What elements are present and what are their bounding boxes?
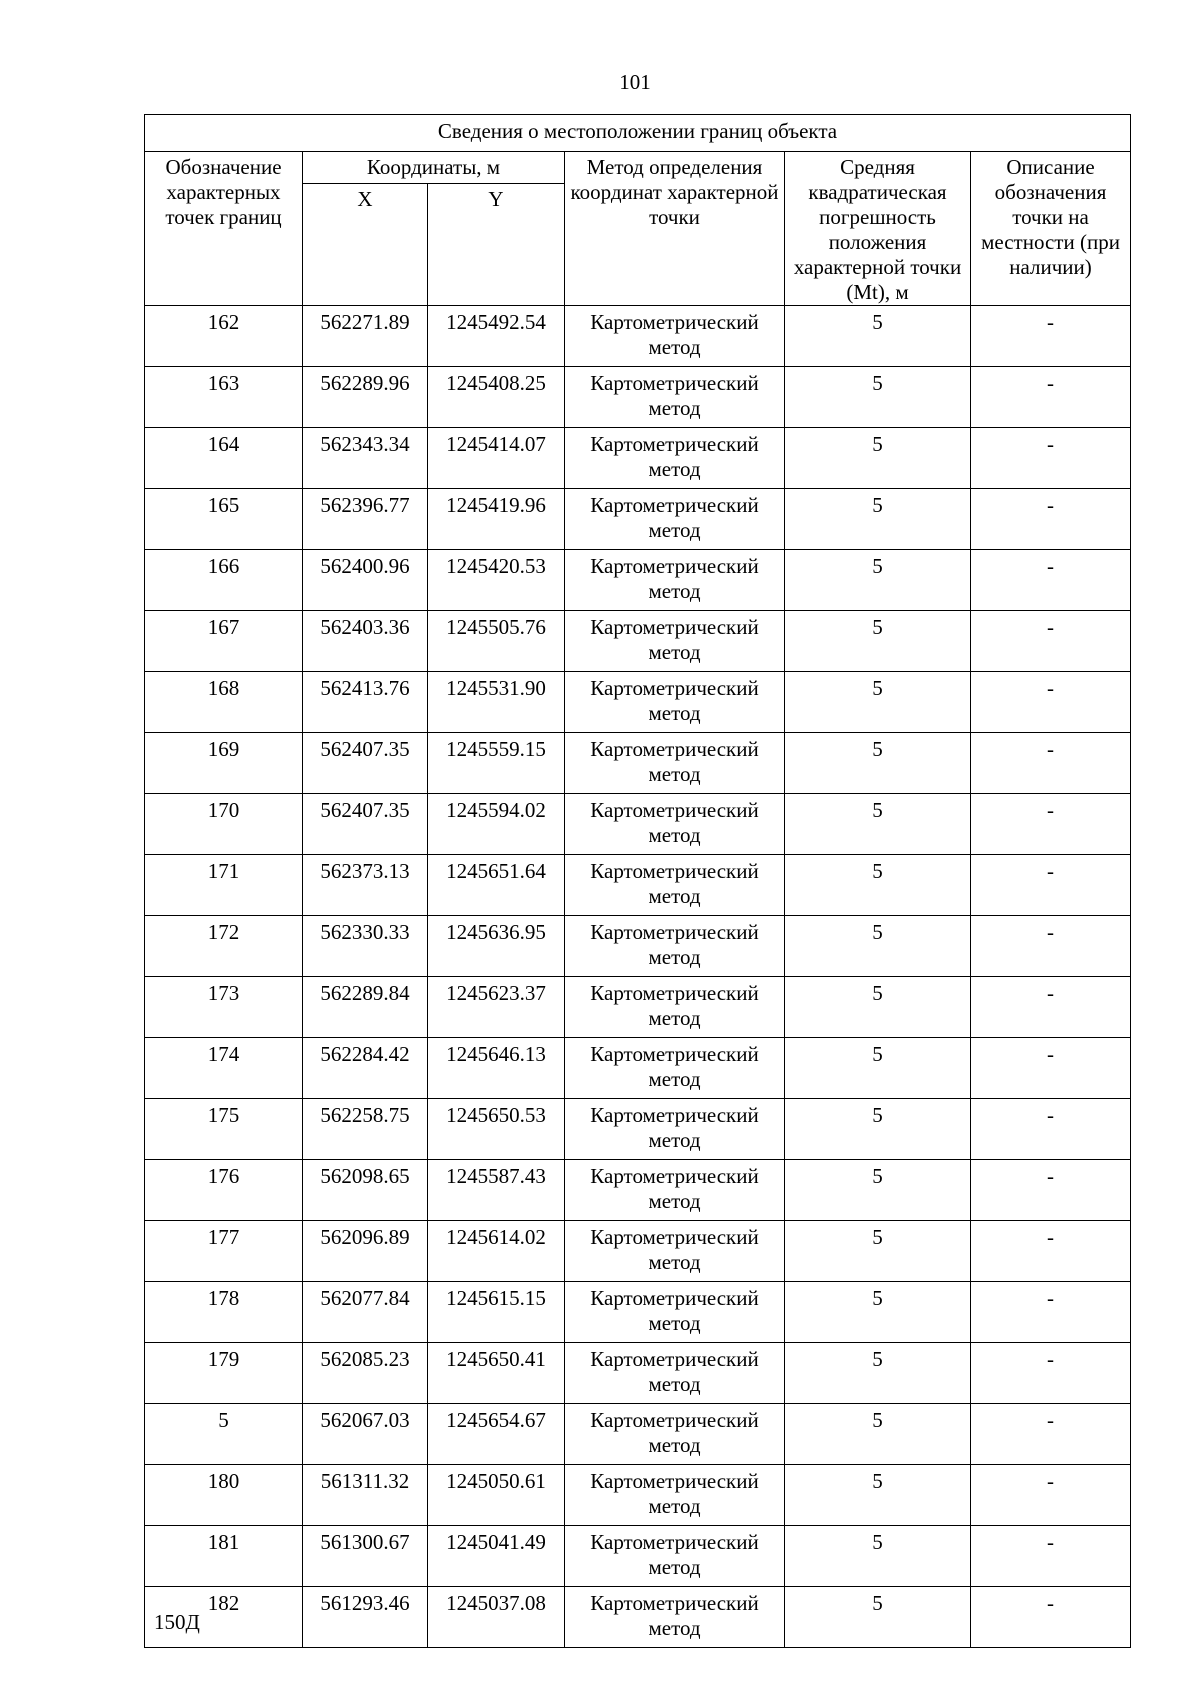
cell-error: 5 xyxy=(785,855,971,916)
header-point: Обозначение характерных точек границ xyxy=(145,152,303,306)
cell-error: 5 xyxy=(785,489,971,550)
cell-y: 1245651.64 xyxy=(428,855,565,916)
cell-point: 165 xyxy=(145,489,303,550)
cell-error: 5 xyxy=(785,794,971,855)
cell-error: 5 xyxy=(785,1038,971,1099)
cell-description: - xyxy=(971,1099,1131,1160)
table-row xyxy=(145,1465,1131,1526)
cell-x: 562403.36 xyxy=(303,611,428,672)
table-row xyxy=(145,855,1131,916)
cell-point: 173 xyxy=(145,977,303,1038)
table-row xyxy=(145,1282,1131,1343)
cell-point: 168 xyxy=(145,672,303,733)
cell-x: 562085.23 xyxy=(303,1343,428,1404)
cell-y: 1245615.15 xyxy=(428,1282,565,1343)
cell-y: 1245646.13 xyxy=(428,1038,565,1099)
cell-error: 5 xyxy=(785,306,971,367)
cell-method: Картометрический метод xyxy=(565,1282,785,1343)
cell-y: 1245050.61 xyxy=(428,1465,565,1526)
table-body xyxy=(145,306,1131,1648)
cell-y: 1245614.02 xyxy=(428,1221,565,1282)
cell-point: 167 xyxy=(145,611,303,672)
cell-method: Картометрический метод xyxy=(565,672,785,733)
cell-description: - xyxy=(971,977,1131,1038)
table-row xyxy=(145,428,1131,489)
cell-description: - xyxy=(971,794,1131,855)
table-row xyxy=(145,550,1131,611)
cell-point: 170 xyxy=(145,794,303,855)
cell-description: - xyxy=(971,916,1131,977)
boundary-coordinates-table xyxy=(144,114,1131,1648)
cell-method: Картометрический метод xyxy=(565,428,785,489)
cell-method: Картометрический метод xyxy=(565,367,785,428)
cell-x: 562258.75 xyxy=(303,1099,428,1160)
cell-y: 1245505.76 xyxy=(428,611,565,672)
cell-description: - xyxy=(971,611,1131,672)
cell-x: 562330.33 xyxy=(303,916,428,977)
cell-method: Картометрический метод xyxy=(565,1038,785,1099)
cell-method: Картометрический метод xyxy=(565,1221,785,1282)
cell-x: 562413.76 xyxy=(303,672,428,733)
cell-point: 175 xyxy=(145,1099,303,1160)
table-row xyxy=(145,1587,1131,1648)
cell-point: 174 xyxy=(145,1038,303,1099)
cell-y: 1245650.41 xyxy=(428,1343,565,1404)
cell-x: 561300.67 xyxy=(303,1526,428,1587)
cell-error: 5 xyxy=(785,428,971,489)
table-row xyxy=(145,733,1131,794)
cell-description: - xyxy=(971,489,1131,550)
cell-x: 562098.65 xyxy=(303,1160,428,1221)
cell-point: 181 xyxy=(145,1526,303,1587)
cell-method: Картометрический метод xyxy=(565,1465,785,1526)
cell-method: Картометрический метод xyxy=(565,489,785,550)
cell-x: 562077.84 xyxy=(303,1282,428,1343)
table-row xyxy=(145,367,1131,428)
cell-y: 1245419.96 xyxy=(428,489,565,550)
table-row xyxy=(145,977,1131,1038)
cell-method: Картометрический метод xyxy=(565,794,785,855)
table-row xyxy=(145,1221,1131,1282)
cell-description: - xyxy=(971,855,1131,916)
cell-error: 5 xyxy=(785,1221,971,1282)
cell-point: 171 xyxy=(145,855,303,916)
footer-code: 150Д xyxy=(154,1610,200,1634)
cell-error: 5 xyxy=(785,1099,971,1160)
table-row xyxy=(145,1404,1131,1465)
cell-point: 163 xyxy=(145,367,303,428)
cell-x: 562373.13 xyxy=(303,855,428,916)
cell-x: 562284.42 xyxy=(303,1038,428,1099)
cell-x: 562396.77 xyxy=(303,489,428,550)
table-row xyxy=(145,794,1131,855)
cell-method: Картометрический метод xyxy=(565,1404,785,1465)
cell-point: 172 xyxy=(145,916,303,977)
cell-y: 1245041.49 xyxy=(428,1526,565,1587)
cell-y: 1245408.25 xyxy=(428,367,565,428)
cell-y: 1245420.53 xyxy=(428,550,565,611)
cell-description: - xyxy=(971,367,1131,428)
cell-method: Картометрический метод xyxy=(565,916,785,977)
cell-x: 562343.34 xyxy=(303,428,428,489)
cell-method: Картометрический метод xyxy=(565,1160,785,1221)
cell-point: 182 xyxy=(145,1587,303,1648)
cell-x: 561311.32 xyxy=(303,1465,428,1526)
cell-description: - xyxy=(971,1343,1131,1404)
cell-y: 1245531.90 xyxy=(428,672,565,733)
table-row xyxy=(145,1160,1131,1221)
cell-error: 5 xyxy=(785,611,971,672)
cell-method: Картометрический метод xyxy=(565,1526,785,1587)
cell-description: - xyxy=(971,1038,1131,1099)
cell-error: 5 xyxy=(785,977,971,1038)
cell-error: 5 xyxy=(785,1465,971,1526)
cell-point: 179 xyxy=(145,1343,303,1404)
cell-error: 5 xyxy=(785,367,971,428)
cell-x: 561293.46 xyxy=(303,1587,428,1648)
cell-y: 1245636.95 xyxy=(428,916,565,977)
table-row xyxy=(145,1343,1131,1404)
cell-y: 1245594.02 xyxy=(428,794,565,855)
cell-point: 176 xyxy=(145,1160,303,1221)
table-row xyxy=(145,1099,1131,1160)
cell-description: - xyxy=(971,672,1131,733)
page-number: 101 xyxy=(619,70,651,94)
cell-point: 178 xyxy=(145,1282,303,1343)
header-x: X xyxy=(303,184,428,306)
table-row xyxy=(145,1038,1131,1099)
cell-point: 164 xyxy=(145,428,303,489)
table-row xyxy=(145,672,1131,733)
cell-point: 177 xyxy=(145,1221,303,1282)
cell-error: 5 xyxy=(785,1282,971,1343)
cell-error: 5 xyxy=(785,1160,971,1221)
cell-description: - xyxy=(971,733,1131,794)
cell-y: 1245623.37 xyxy=(428,977,565,1038)
cell-method: Картометрический метод xyxy=(565,977,785,1038)
cell-x: 562271.89 xyxy=(303,306,428,367)
cell-point: 169 xyxy=(145,733,303,794)
cell-method: Картометрический метод xyxy=(565,1343,785,1404)
cell-description: - xyxy=(971,1526,1131,1587)
header-description: Описание обозначения точки на местности (при наличии) xyxy=(971,152,1131,306)
cell-x: 562289.84 xyxy=(303,977,428,1038)
cell-error: 5 xyxy=(785,550,971,611)
cell-method: Картометрический метод xyxy=(565,611,785,672)
cell-point: 5 xyxy=(145,1404,303,1465)
cell-y: 1245414.07 xyxy=(428,428,565,489)
table-title: Сведения о местоположении границ объекта xyxy=(145,115,1131,152)
cell-method: Картометрический метод xyxy=(565,1099,785,1160)
cell-error: 5 xyxy=(785,733,971,794)
cell-method: Картометрический метод xyxy=(565,1587,785,1648)
header-coords: Координаты, м xyxy=(303,152,565,184)
table-row xyxy=(145,489,1131,550)
cell-y: 1245559.15 xyxy=(428,733,565,794)
cell-x: 562407.35 xyxy=(303,733,428,794)
cell-point: 166 xyxy=(145,550,303,611)
cell-description: - xyxy=(971,1587,1131,1648)
cell-description: - xyxy=(971,428,1131,489)
table-row xyxy=(145,916,1131,977)
cell-x: 562407.35 xyxy=(303,794,428,855)
cell-description: - xyxy=(971,1160,1131,1221)
header-y: Y xyxy=(428,184,565,306)
table-row xyxy=(145,306,1131,367)
cell-y: 1245654.67 xyxy=(428,1404,565,1465)
cell-method: Картометрический метод xyxy=(565,550,785,611)
cell-error: 5 xyxy=(785,1343,971,1404)
cell-point: 162 xyxy=(145,306,303,367)
cell-x: 562400.96 xyxy=(303,550,428,611)
cell-error: 5 xyxy=(785,1526,971,1587)
table-row xyxy=(145,1526,1131,1587)
cell-error: 5 xyxy=(785,1404,971,1465)
cell-method: Картометрический метод xyxy=(565,306,785,367)
cell-error: 5 xyxy=(785,1587,971,1648)
cell-x: 562289.96 xyxy=(303,367,428,428)
cell-description: - xyxy=(971,1404,1131,1465)
cell-description: - xyxy=(971,306,1131,367)
cell-y: 1245492.54 xyxy=(428,306,565,367)
cell-description: - xyxy=(971,550,1131,611)
cell-point: 180 xyxy=(145,1465,303,1526)
cell-y: 1245650.53 xyxy=(428,1099,565,1160)
table-row xyxy=(145,611,1131,672)
cell-error: 5 xyxy=(785,672,971,733)
cell-description: - xyxy=(971,1282,1131,1343)
cell-method: Картометрический метод xyxy=(565,733,785,794)
cell-description: - xyxy=(971,1221,1131,1282)
cell-x: 562096.89 xyxy=(303,1221,428,1282)
cell-y: 1245037.08 xyxy=(428,1587,565,1648)
cell-x: 562067.03 xyxy=(303,1404,428,1465)
cell-error: 5 xyxy=(785,916,971,977)
header-method: Метод определения координат характерной точки xyxy=(565,152,785,306)
cell-method: Картометрический метод xyxy=(565,855,785,916)
cell-y: 1245587.43 xyxy=(428,1160,565,1221)
cell-description: - xyxy=(971,1465,1131,1526)
header-error: Средняя квадратическая погрешность положения характерной точки (Mt), м xyxy=(785,152,971,306)
